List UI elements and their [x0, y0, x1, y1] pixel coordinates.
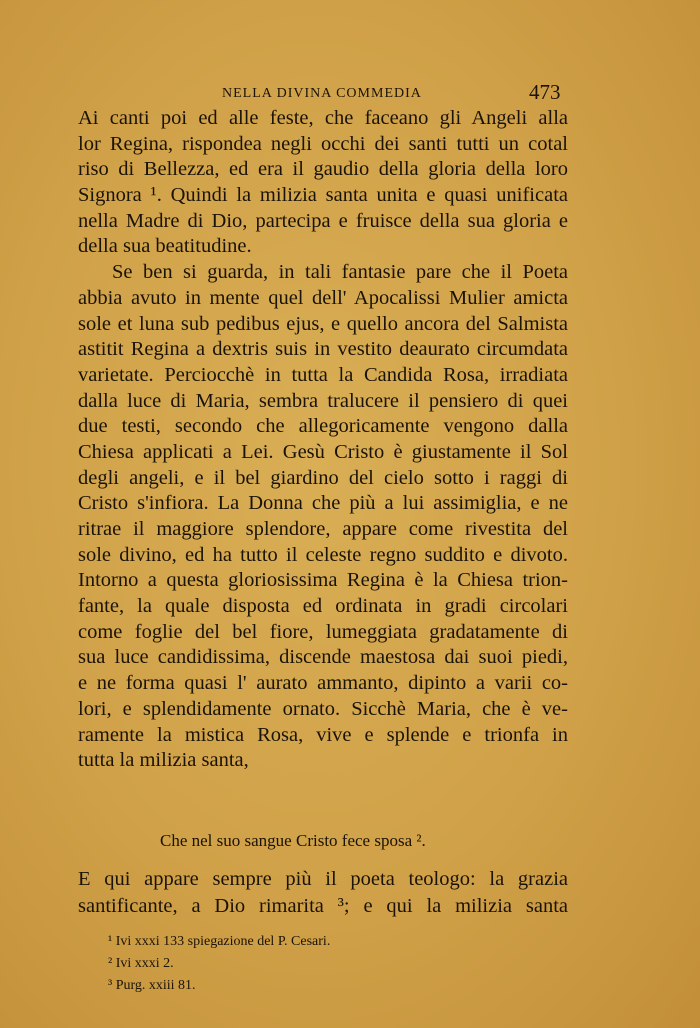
text-line: ritrae il maggiore splendore, appare come rivestita del	[78, 518, 568, 540]
footnote: ² Ivi xxxi 2.	[108, 956, 174, 971]
text-line: lor Regina, rispondea negli occhi dei santi tutti un cotal	[78, 132, 568, 155]
text-line: nella Madre di Dio, partecipa e fruisce della sua gloria e	[78, 209, 568, 232]
text-line: Chiesa applicati a Lei. Gesù Cristo è giustamente il Sol	[78, 440, 568, 463]
text-line: Cristo s'infiora. La Donna che più a lui assimiglia, e ne	[78, 492, 568, 515]
closing-paragraph	[78, 866, 568, 920]
text-line: astitit Regina a dextris suis in vestito deaurato circumdata	[78, 338, 568, 361]
footnote: ¹ Ivi xxxi 133 spiegazione del P. Cesari.	[108, 934, 331, 949]
main-paragraphs	[78, 106, 568, 774]
running-title: NELLA DIVINA COMMEDIA	[222, 86, 422, 101]
text-line: come foglie del bel fiore, lumeggiata gradatamente di	[78, 620, 568, 643]
text-line: Signora ¹. Quindi la milizia santa unita e quasi unificata	[78, 184, 568, 207]
text-line: varietate. Perciocchè in tutta la Candida Rosa, irradiata	[78, 363, 568, 386]
verse-quotation: Che nel suo sangue Cristo fece sposa ².	[160, 831, 426, 850]
text-line: santificante, a Dio rimarita ³; e qui la milizia santa	[78, 895, 568, 917]
footnotes	[108, 931, 330, 997]
text-line: Intorno a questa gloriosissima Regina è la Chiesa trion-	[78, 569, 568, 592]
text-line: Se ben si guarda, in tali fantasie pare che il Poeta	[112, 261, 568, 284]
text-line: sole et luna sub pedibus ejus, e quello ancora del Salmista	[78, 312, 568, 335]
text-line: sole divino, ed ha tutto il celeste regno suddito e divoto.	[78, 543, 568, 566]
text-line: due testi, secondo che allegoricamente vengono dalla	[78, 415, 568, 438]
text-line: E qui appare sempre più il poeta teologo: la grazia	[78, 868, 568, 890]
text-line: abbia avuto in mente quel dell' Apocalissi Mulier amicta	[78, 286, 568, 309]
text-line: sua luce candidissima, discende maestosa dai suoi piedi,	[78, 646, 568, 669]
running-head	[0, 80, 700, 108]
text-line: degli angeli, e il bel giardino del cielo sotto i raggi di	[78, 466, 568, 489]
text-line: dalla luce di Maria, sembra tralucere il pensiero di quei	[78, 389, 568, 412]
text-line: tutta la milizia santa,	[78, 749, 249, 772]
text-line: fante, la quale disposta ed ordinata in gradi circolari	[78, 595, 568, 618]
text-line: riso di Bellezza, ed era il gaudio della gloria della loro	[78, 158, 568, 181]
text-line: lori, e splendidamente ornato. Sicchè Maria, che è ve-	[78, 697, 568, 720]
text-line: della sua beatitudine.	[78, 235, 252, 258]
footnote: ³ Purg. xxiii 81.	[108, 978, 196, 993]
text-line: e ne forma quasi l' aurato ammanto, dipinto a varii co-	[78, 672, 568, 695]
text-line: Ai canti poi ed alle feste, che faceano gli Angeli alla	[78, 107, 568, 129]
text-line: ramente la mistica Rosa, vive e splende e trionfa in	[78, 723, 568, 746]
page-number: 473	[529, 80, 561, 104]
